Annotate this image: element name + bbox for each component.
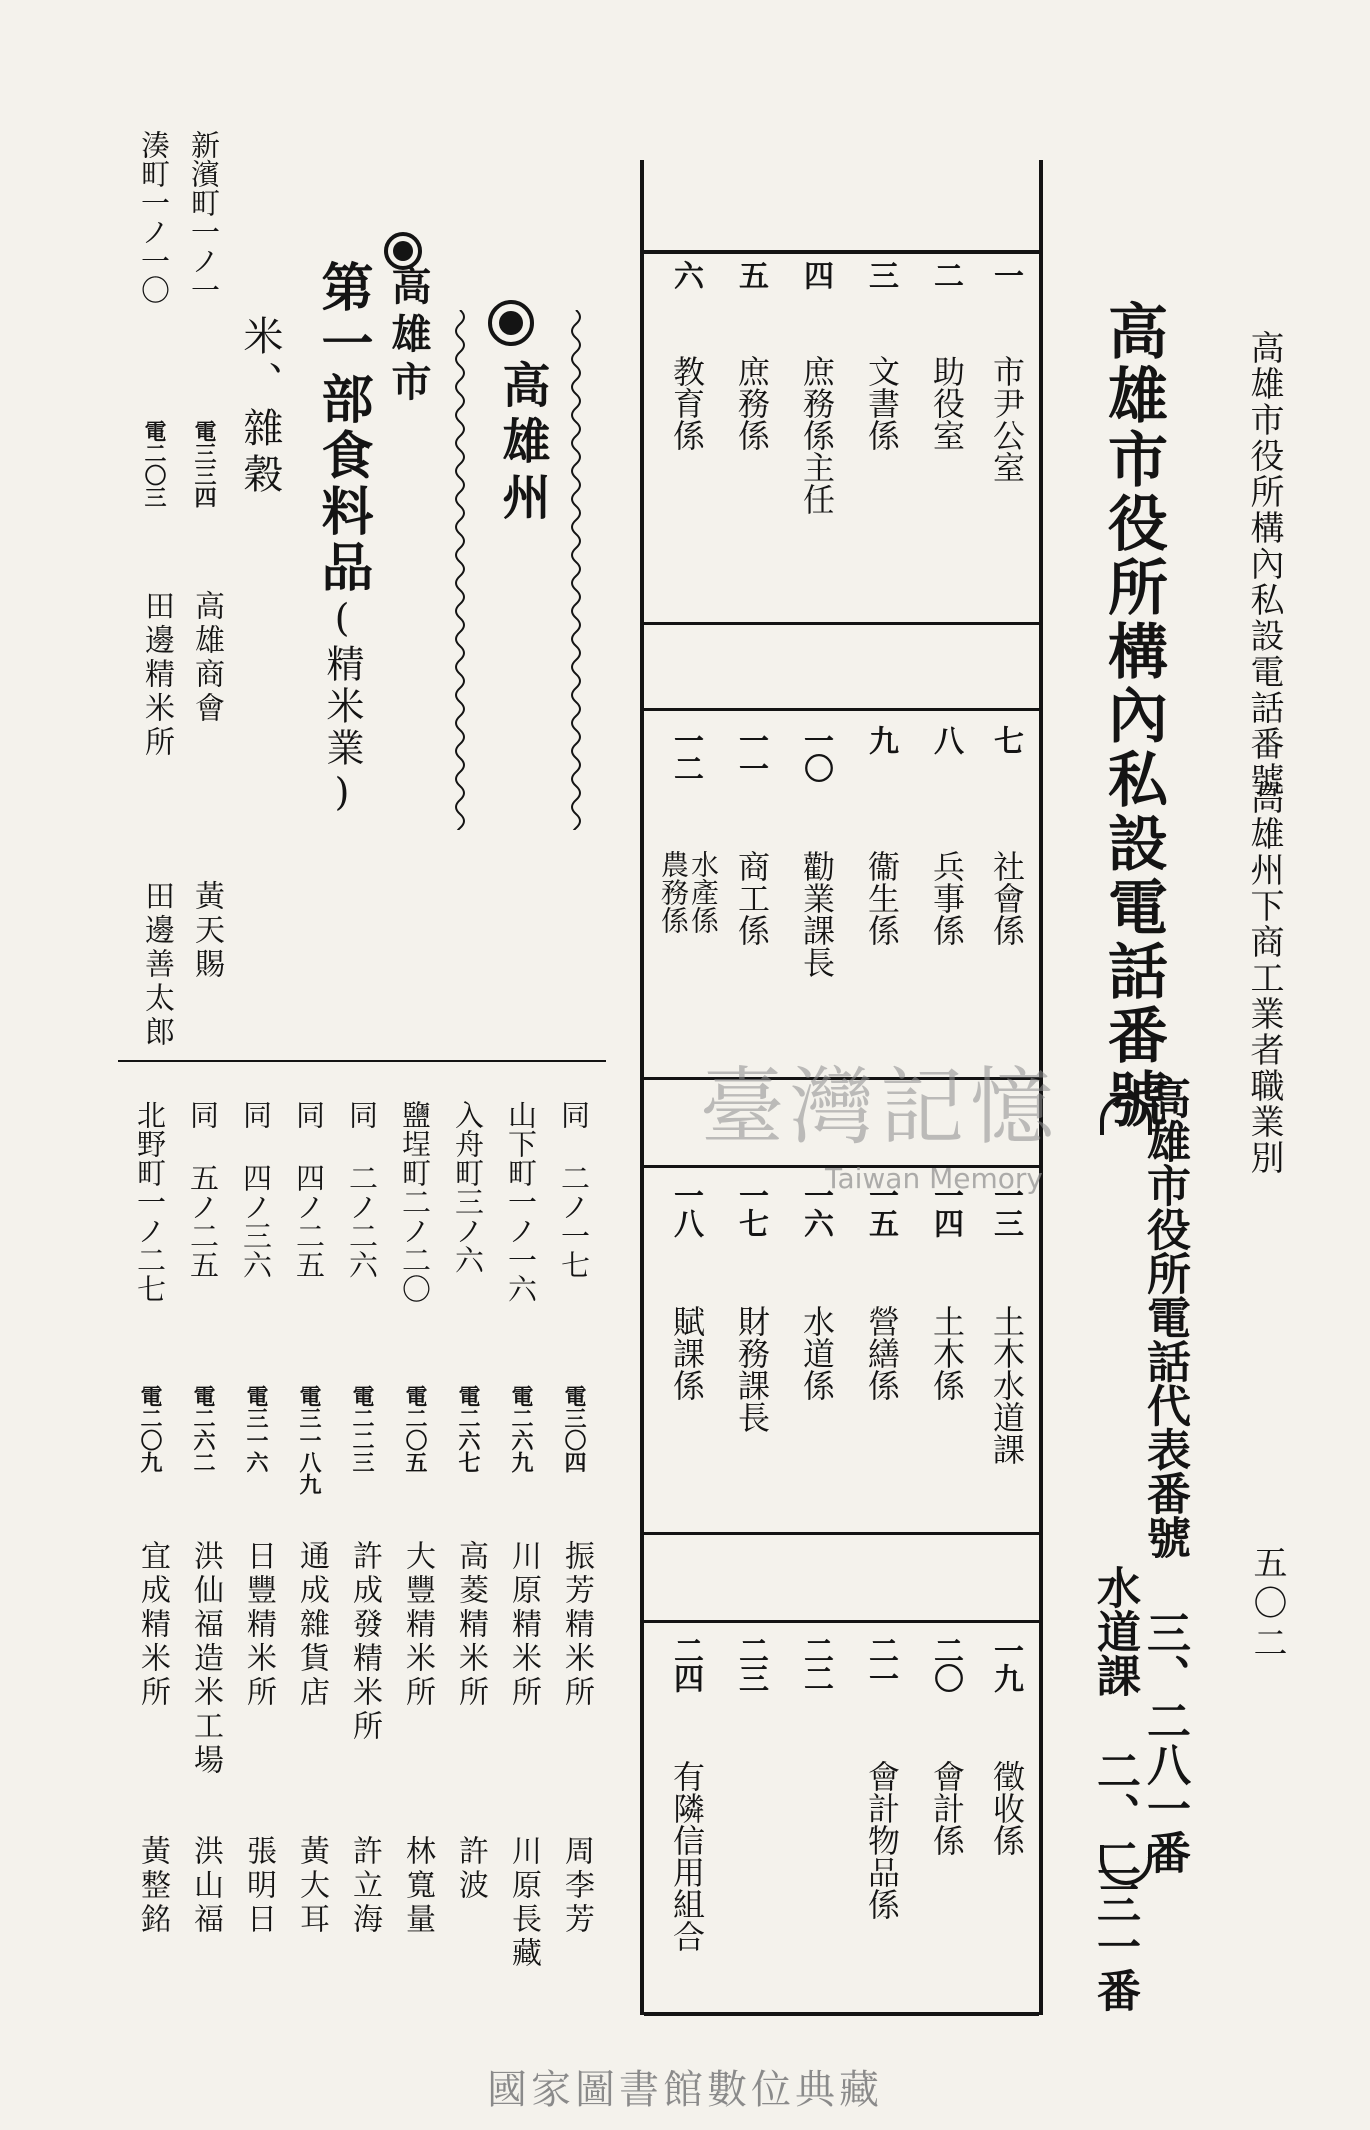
listing-phone: 電三一八九 [296,1385,321,1495]
listing-business-name: 高菱精米所 [453,1540,488,1710]
extension-label: 水道係 [798,1305,836,1401]
extension-label: 商工係 [733,850,771,946]
extension-label: 勸業課長 [798,850,836,978]
listing-phone: 電二六二 [190,1385,215,1473]
listing-owner: 許立海 [347,1835,382,1937]
listing-business-name: 高雄商會 [189,590,224,726]
extension-number: 一 [988,260,1023,288]
extension-label: 營繕係 [863,1305,901,1401]
extension-number: 四 [798,260,833,288]
listing-business-name: 川原精米所 [506,1540,541,1710]
extension-label: 文書係 [863,355,901,451]
extension-number: 二二 [798,1635,833,1691]
listing-phone: 電三三四 [191,420,216,508]
listing-address: 山下町一ノ一六 [504,1100,538,1303]
running-header-title: 高雄市役所構內私設電話番號 [1244,330,1284,798]
extension-label: 會計係 [928,1760,966,1856]
listing-address: 鹽埕町二ノ二〇 [398,1100,432,1303]
directory-rule [644,1620,1039,1623]
listing-owner: 林寬量 [400,1835,435,1937]
listing-business-name: 田邊精米所 [139,590,174,760]
extension-label: 教育係 [668,355,706,451]
extension-number: 一三 [988,1180,1023,1236]
running-header-subtitle: 高雄州下商工業者職業別 [1244,780,1284,1176]
listing-address: 同 二ノ二六 [345,1100,379,1279]
directory-rule [644,1532,1039,1535]
listing-address: 同 二ノ一七 [557,1100,591,1279]
extension-label: 兵事係 [928,850,966,946]
footer-credit: 國家圖書館數位典藏 [487,2067,883,2113]
listing-owner: 許波 [453,1835,488,1903]
extension-label: 庶務係 [733,355,771,451]
extension-label: 農務係 [657,850,690,934]
extension-number: 一五 [863,1180,898,1236]
listing-address: 湊町一ノ一〇 [137,130,171,304]
listing-business-name: 日豐精米所 [241,1540,276,1710]
listing-business-name: 通成雜貨店 [294,1540,329,1710]
listing-phone: 電二〇九 [137,1385,162,1473]
pref-heading-bullet [488,300,534,346]
listing-phone: 電三一六 [243,1385,268,1473]
listing-address: 新濱町一ノ一 [187,130,221,304]
extension-number: 一八 [668,1180,703,1236]
listing-divider [118,1060,606,1062]
extension-label: 市尹公室 [988,355,1026,483]
extension-number: 一七 [733,1180,768,1236]
section-category: (精米業) [320,596,364,818]
extension-label: 衞生係 [863,850,901,946]
directory-rule [644,250,1039,254]
extension-number: 六 [668,260,703,288]
listing-owner: 洪山福 [188,1835,223,1937]
directory-rule [644,622,1039,625]
watermark-subtext: Taiwan Memory [825,1162,1043,1195]
listing-owner: 黃大耳 [294,1835,329,1937]
extension-number: 一六 [798,1180,833,1236]
extension-number: 二〇 [928,1635,963,1691]
listing-owner: 張明日 [241,1835,276,1937]
listing-owner: 黃整銘 [135,1835,170,1937]
extension-number: 二一 [863,1635,898,1691]
listing-owner: 田邊善太郎 [139,880,174,1050]
listing-address: 入舟町三ノ六 [451,1100,485,1274]
watermark-text: 臺灣記憶 [700,1058,1061,1156]
listing-address: 同 五ノ二五 [186,1100,220,1279]
extension-label: 社會係 [988,850,1026,946]
listing-owner: 黃天賜 [189,880,224,982]
extension-label: 賦課係 [668,1305,706,1401]
listing-business-name: 振芳精米所 [559,1540,594,1710]
directory-rule [644,2012,1039,2016]
extension-label: 財務課長 [733,1305,771,1433]
listing-business-name: 宜成精米所 [135,1540,170,1710]
extension-number: 三 [863,260,898,288]
extension-label: 土木水道課 [988,1305,1026,1465]
listing-business-name: 大豐精米所 [400,1540,435,1710]
extension-label: 助役室 [928,355,966,451]
listing-address: 同 四ノ二五 [292,1100,326,1279]
extension-number: 五 [733,260,768,288]
listing-phone: 電三〇四 [561,1385,586,1473]
extension-label: 庶務係主任 [798,355,836,515]
listing-phone: 電二二三 [349,1385,374,1473]
wavy-rule-right [568,310,584,830]
extension-label: 徵收係 [988,1760,1026,1856]
listing-owner: 周李芳 [559,1835,594,1937]
listing-phone: 電二〇五 [402,1385,427,1473]
extension-label: 會計物品係 [863,1760,901,1920]
listing-address: 北野町一ノ二七 [133,1100,167,1303]
directory-rule [644,708,1039,711]
extension-label: 有隣信用組合 [668,1760,706,1952]
page-title: 高雄市役所構內私設電話番號 [1098,300,1168,1132]
listing-owner: 川原長藏 [506,1835,541,1971]
waterworks-number: 水道課 二、二三一番 [1089,1565,1140,2012]
extension-number: 二四 [668,1635,703,1691]
wavy-rule-left [452,310,468,830]
extension-label: 土木係 [928,1305,966,1401]
listing-phone: 電二六七 [455,1385,480,1473]
extension-number: 二 [928,260,963,288]
extension-label: 水產係 [687,850,720,934]
extension-number: 一九 [988,1635,1023,1691]
extension-number: 二三 [733,1635,768,1691]
subsection-heading: 米、雜穀 [237,315,283,499]
representative-number: 高雄市役所電話代表番號 三、二八一番 [1139,1075,1190,1874]
section-title: 第一部食料品 [312,260,373,596]
extension-number: 一〇 [798,725,833,781]
page-number: 五〇二 [1247,1545,1287,1665]
extension-number: 一一 [733,725,768,781]
listing-business-name: 許成發精米所 [347,1540,382,1744]
city-heading: 高雄市 [385,265,431,409]
listing-phone: 電二〇三 [141,420,166,508]
extension-number: 一四 [928,1180,963,1236]
section-heading [305,260,380,818]
listing-business-name: 洪仙福造米工場 [188,1540,223,1778]
extension-number: 一二 [668,725,703,781]
listing-phone: 電二六九 [508,1385,533,1473]
extension-number: 七 [988,725,1023,753]
prefecture-heading: 高雄州 [494,360,550,528]
extension-number: 八 [928,725,963,753]
extension-number: 九 [863,725,898,753]
listing-address: 同 四ノ三六 [239,1100,273,1279]
